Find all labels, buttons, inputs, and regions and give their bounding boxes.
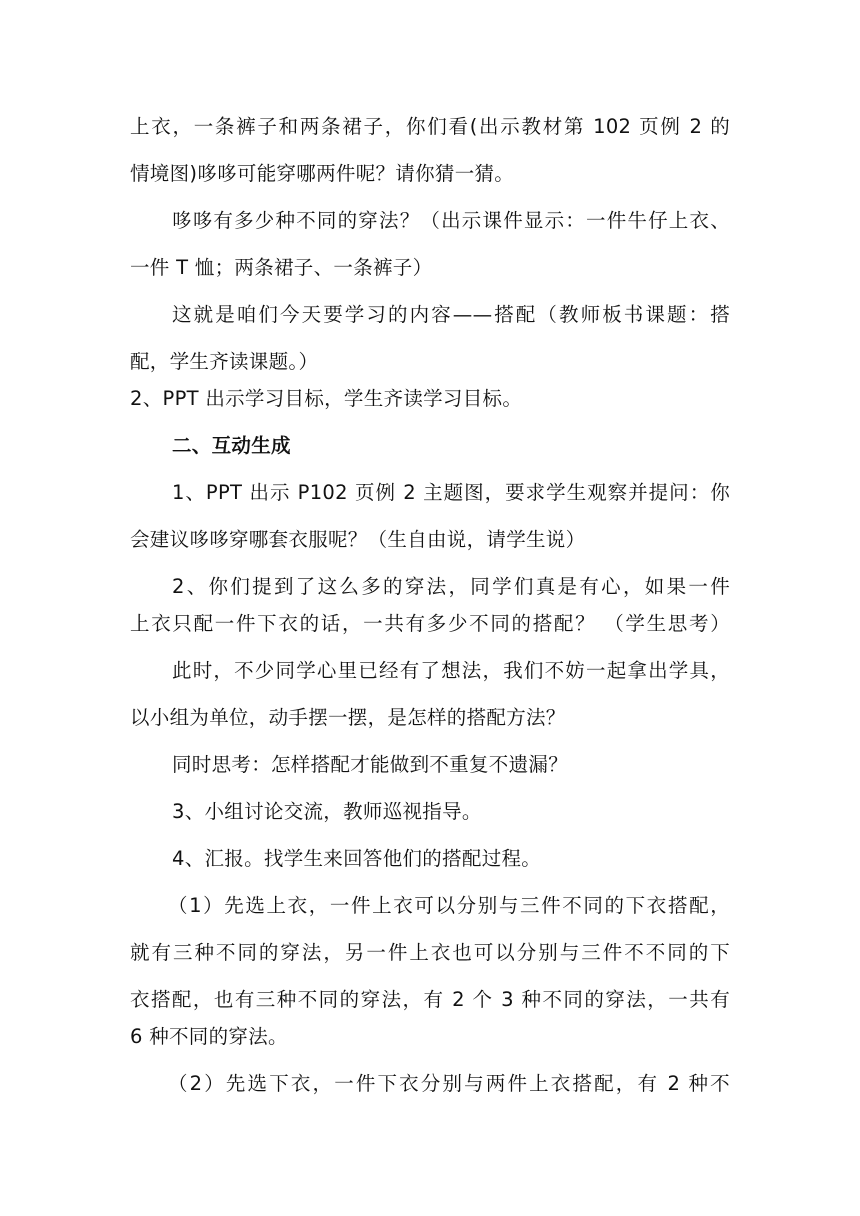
paragraph-line: 1、PPT 出示 P102 页例 2 主题图，要求学生观察并提问：你	[172, 481, 730, 504]
paragraph-line: 情境图)哆哆可能穿哪两件呢？请你猜一猜。	[130, 162, 515, 185]
section-heading: 二、互动生成	[172, 434, 291, 457]
paragraph-line: 上衣，一条裤子和两条裙子，你们看(出示教材第 102 页例 2 的	[130, 115, 730, 138]
paragraph-line: 此时，不少同学心里已经有了想法，我们不妨一起拿出学具，	[172, 659, 730, 682]
paragraph-line: 以小组为单位，动手摆一摆，是怎样的搭配方法？	[130, 706, 566, 729]
paragraph-line: 就有三种不同的穿法，另一件上衣也可以分别与三件不不同的下	[130, 941, 730, 964]
paragraph-line: （1）先选上衣，一件上衣可以分别与三件不同的下衣搭配，	[168, 894, 730, 917]
paragraph-line: （2）先选下衣，一件下衣分别与两件上衣搭配，有 2 种不	[168, 1072, 730, 1095]
paragraph-line: 衣搭配，也有三种不同的穿法，有 2 个 3 种不同的穿法，一共有	[130, 988, 730, 1011]
paragraph-line: 这就是咱们今天要学习的内容——搭配（教师板书课题：搭	[172, 303, 730, 326]
paragraph-line: 上衣只配一件下衣的话，一共有多少不同的搭配？ （学生思考）	[130, 612, 730, 635]
paragraph-line: 哆哆有多少种不同的穿法？（出示课件显示：一件牛仔上衣、	[172, 209, 730, 232]
paragraph-line: 4、汇报。找学生来回答他们的搭配过程。	[172, 847, 542, 870]
paragraph-line: 会建议哆哆穿哪套衣服呢？（生自由说，请学生说）	[130, 528, 586, 551]
paragraph-line: 2、PPT 出示学习目标，学生齐读学习目标。	[130, 387, 523, 410]
paragraph-line: 一件 T 恤；两条裙子、一条裤子）	[130, 256, 433, 279]
paragraph-line: 6 种不同的穿法。	[130, 1025, 288, 1048]
paragraph-line: 3、小组讨论交流，教师巡视指导。	[172, 800, 482, 823]
paragraph-line: 2、你们提到了这么多的穿法，同学们真是有心，如果一件	[172, 575, 730, 598]
paragraph-line: 同时思考：怎样搭配才能做到不重复不遗漏？	[172, 753, 569, 776]
paragraph-line: 配，学生齐读课题。）	[130, 350, 319, 373]
